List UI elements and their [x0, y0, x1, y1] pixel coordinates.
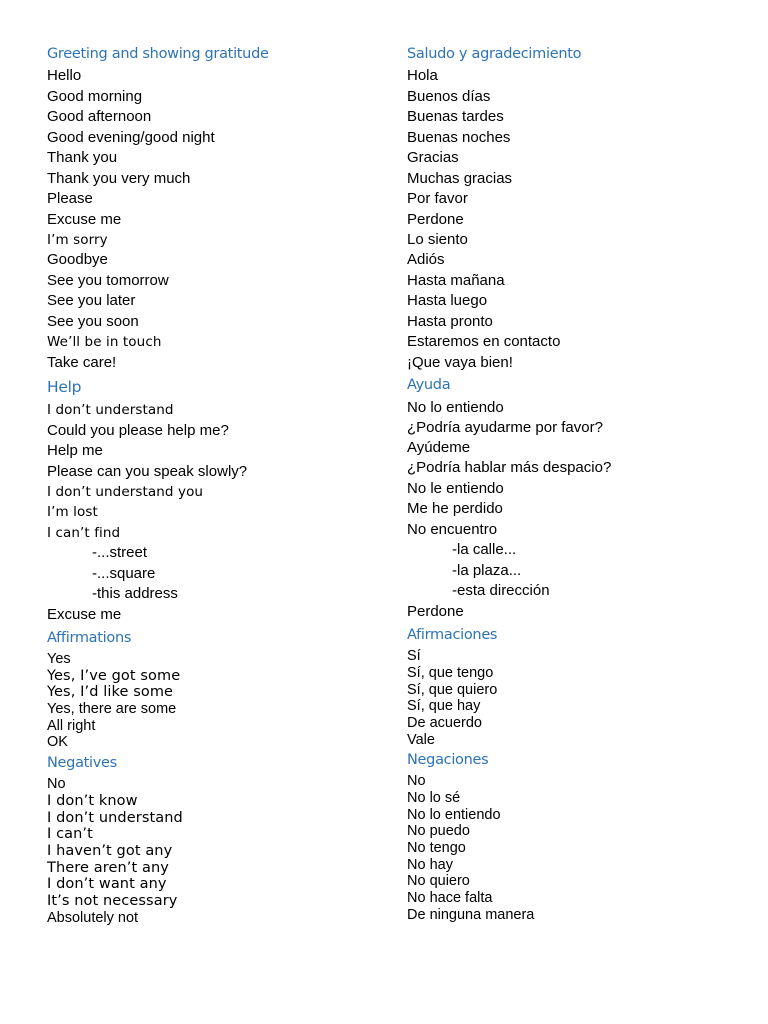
- phrase-en: I don’t understand you: [47, 484, 204, 500]
- phrase-es: Adiós: [407, 251, 445, 268]
- phrase-en: -...street: [92, 544, 148, 561]
- phrase-en: I can’t find: [47, 525, 121, 541]
- phrase-en: Good afternoon: [47, 108, 152, 125]
- phrase-en: Please can you speak slowly?: [47, 463, 248, 480]
- phrase-es: Sí, que hay: [407, 698, 481, 714]
- phrase-en: Yes, I’d like some: [47, 684, 174, 700]
- phrase-en: Goodbye: [47, 251, 108, 268]
- phrase-en: I don’t understand: [47, 402, 174, 418]
- phrase-en: -...square: [92, 565, 156, 582]
- phrase-es: Estaremos en contacto: [407, 333, 561, 350]
- phrase-en: Excuse me: [47, 606, 122, 623]
- phrase-es: No quiero: [407, 873, 470, 889]
- phrase-es: Hasta mañana: [407, 272, 505, 289]
- phrase-es: -esta dirección: [452, 582, 550, 599]
- phrase-en: No: [47, 776, 66, 792]
- phrase-en: We’ll be in touch: [47, 334, 162, 350]
- phrase-en: See you later: [47, 292, 136, 309]
- phrase-es: Sí, que tengo: [407, 665, 494, 681]
- phrase-en: Help me: [47, 442, 103, 459]
- phrase-es: No encuentro: [407, 521, 498, 538]
- phrase-en: See you soon: [47, 313, 139, 330]
- heading-help-en: Help: [47, 378, 82, 396]
- phrase-es: De acuerdo: [407, 715, 482, 731]
- phrase-es: No puedo: [407, 823, 470, 839]
- phrase-en: I can’t: [47, 826, 93, 842]
- phrase-es: -la calle...: [452, 541, 517, 558]
- phrase-es: ¿Podría hablar más despacio?: [407, 459, 612, 476]
- phrase-es: Perdone: [407, 603, 464, 620]
- phrase-en: Yes: [47, 651, 71, 667]
- phrase-en: I don’t understand: [47, 810, 183, 826]
- phrase-en: I don’t want any: [47, 876, 167, 892]
- phrase-es: No tengo: [407, 840, 466, 856]
- phrase-en: Take care!: [47, 354, 117, 371]
- phrase-en: OK: [47, 734, 68, 750]
- phrase-en: See you tomorrow: [47, 272, 169, 289]
- phrase-en: There aren’t any: [47, 860, 169, 876]
- phrase-es: Gracias: [407, 149, 459, 166]
- phrase-en: Hello: [47, 67, 82, 84]
- heading-affirmations-es: Afirmaciones: [407, 627, 498, 643]
- phrase-es: No hace falta: [407, 890, 493, 906]
- heading-greeting-es: Saludo y agradecimiento: [407, 46, 582, 62]
- phrase-es: Ayúdeme: [407, 439, 471, 456]
- phrase-es: Muchas gracias: [407, 170, 513, 187]
- phrase-en: It’s not necessary: [47, 893, 178, 909]
- phrase-en: Good evening/good night: [47, 129, 215, 146]
- phrase-es: Me he perdido: [407, 500, 503, 517]
- phrase-es: Sí, que quiero: [407, 682, 498, 698]
- phrase-es: Hasta pronto: [407, 313, 493, 330]
- phrase-es: No lo entiendo: [407, 399, 504, 416]
- phrase-en: Thank you: [47, 149, 118, 166]
- phrase-es: Sí: [407, 648, 421, 664]
- heading-negatives-es: Negaciones: [407, 752, 489, 768]
- phrase-en: I’m sorry: [47, 232, 108, 248]
- phrase-es: Hola: [407, 67, 438, 84]
- phrase-en: I haven’t got any: [47, 843, 173, 859]
- phrase-es: Por favor: [407, 190, 468, 207]
- phrase-en: Yes, I’ve got some: [47, 668, 181, 684]
- phrase-en: Yes, there are some: [47, 701, 177, 717]
- phrase-es: No lo sé: [407, 790, 461, 806]
- phrase-es: Buenas tardes: [407, 108, 504, 125]
- phrase-en: Thank you very much: [47, 170, 191, 187]
- phrase-es: De ninguna manera: [407, 907, 535, 923]
- heading-greeting-en: Greeting and showing gratitude: [47, 46, 269, 62]
- heading-affirmations-en: Affirmations: [47, 630, 132, 646]
- phrase-es: Buenas noches: [407, 129, 511, 146]
- phrase-en: All right: [47, 718, 96, 734]
- phrase-es: Hasta luego: [407, 292, 488, 309]
- phrase-en: I’m lost: [47, 504, 98, 520]
- phrase-es: -la plaza...: [452, 562, 522, 579]
- phrase-en: Please: [47, 190, 93, 207]
- phrase-es: Perdone: [407, 211, 464, 228]
- phrase-en: Absolutely not: [47, 910, 139, 926]
- phrase-es: No le entiendo: [407, 480, 504, 497]
- phrase-es: Buenos días: [407, 88, 491, 105]
- phrase-en: Could you please help me?: [47, 422, 229, 439]
- phrase-es: ¡Que vaya bien!: [407, 354, 513, 371]
- phrase-es: Lo siento: [407, 231, 468, 248]
- heading-help-es: Ayuda: [407, 377, 451, 393]
- phrase-es: No: [407, 773, 426, 789]
- phrase-en: -this address: [92, 585, 178, 602]
- phrase-es: No hay: [407, 857, 453, 873]
- phrase-en: Excuse me: [47, 211, 122, 228]
- heading-negatives-en: Negatives: [47, 755, 117, 771]
- phrase-en: I don’t know: [47, 793, 138, 809]
- phrase-es: Vale: [407, 732, 435, 748]
- phrase-es: No lo entiendo: [407, 807, 501, 823]
- phrase-en: Good morning: [47, 88, 143, 105]
- phrase-es: ¿Podría ayudarme por favor?: [407, 419, 603, 436]
